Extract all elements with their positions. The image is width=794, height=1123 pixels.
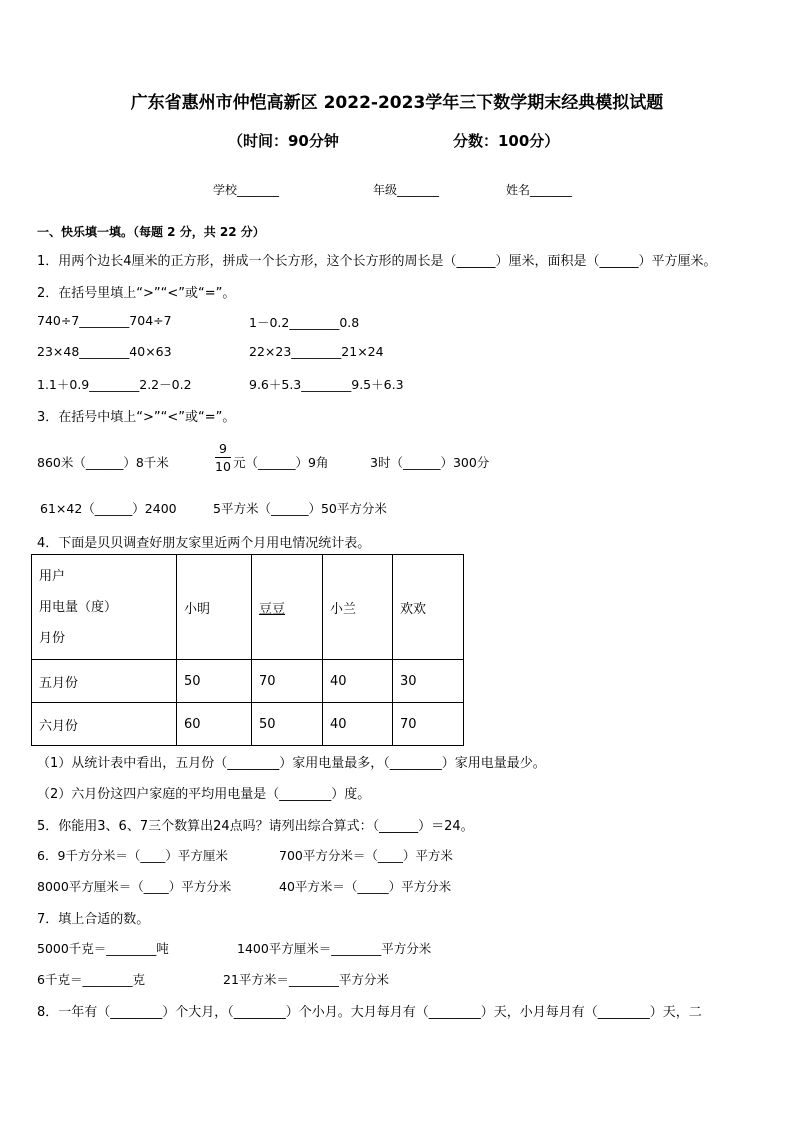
table-cell: 40 [323, 703, 393, 746]
score-info: 分数：100分） [453, 132, 560, 150]
conversion-item: 5000千克＝________吨 [37, 941, 169, 956]
fraction-numerator: 9 [219, 441, 227, 456]
page-title: 广东省惠州市仲恺高新区 2022-2023学年三下数学期末经典模拟试题 [130, 93, 664, 113]
question-4-sub-1: （1）从统计表中看出，五月份（________）家用电量最多，（________）家用电量最少。 [37, 756, 546, 771]
table-cell: 60 [177, 703, 252, 746]
compare-item: 22×23________21×24 [249, 344, 384, 359]
column-header: 小明 [177, 555, 252, 660]
question-1: 1．用两个边长4厘米的正方形，拼成一个长方形，这个长方形的周长是（______）厘米，面积是（______）平方厘米。 [37, 254, 717, 269]
compare-item: 5平方米（______）50平方分米 [213, 501, 387, 516]
compare-item: 860米（______）8千米 [37, 455, 169, 470]
table-cell: 70 [252, 660, 323, 703]
header-user-label: 用户 [39, 568, 66, 584]
compare-item: 9.6＋5.3________9.5＋6.3 [249, 377, 404, 392]
compare-item: 23×48________40×63 [37, 344, 172, 359]
section-heading: 一、快乐填一填。（每题 2 分，共 22 分） [37, 225, 265, 239]
header-month-label: 月份 [39, 630, 66, 646]
time-info: （时间：90分钟 [228, 132, 339, 150]
header-usage-label: 用电量（度） [39, 599, 118, 615]
grade-field: 年级_______ [373, 183, 440, 197]
compare-item: 61×42（______）2400 [40, 501, 177, 516]
compare-item: 3时（______）300分 [370, 455, 490, 470]
question-4-stem: 4．下面是贝贝调查好朋友家里近两个月用电情况统计表。 [37, 536, 371, 551]
row-label: 五月份 [32, 660, 177, 703]
table-cell: 70 [393, 703, 464, 746]
table-row [32, 660, 464, 703]
conversion-item: 21平方米＝________平方分米 [223, 972, 389, 987]
electricity-table [31, 554, 464, 746]
column-header: 豆豆 [252, 555, 323, 660]
diagonal-header-cell [32, 555, 177, 660]
fraction-nine-tenths [215, 441, 231, 474]
table-cell: 50 [252, 703, 323, 746]
conversion-item: 6千克＝________克 [37, 972, 145, 987]
conversion-item: 40平方米＝（_____）平方分米 [279, 879, 452, 894]
school-field: 学校_______ [213, 183, 280, 197]
question-8: 8．一年有（________）个大月，（________）个小月。大月每月有（________）天，小月每月有（________）天，二 [37, 1005, 702, 1020]
question-4-sub-2: （2）六月份这四户家庭的平均用电量是（________）度。 [37, 787, 371, 802]
question-3-stem: 3．在括号中填上“>”“<”或“=”。 [37, 410, 236, 425]
compare-item: 元（______）9角 [233, 455, 329, 470]
table-row [32, 703, 464, 746]
table-cell: 50 [177, 660, 252, 703]
name-field: 姓名_______ [506, 183, 573, 197]
compare-item: 740÷7________704÷7 [37, 313, 172, 328]
conversion-item: 1400平方厘米＝________平方分米 [237, 941, 432, 956]
question-5: 5．你能用3、6、7三个数算出24点吗？请列出综合算式：（______）＝24。 [37, 819, 474, 834]
column-header: 小兰 [323, 555, 393, 660]
conversion-item: 700平方分米＝（____）平方米 [279, 848, 453, 863]
table-cell: 40 [323, 660, 393, 703]
fraction-denominator: 10 [215, 459, 231, 474]
fraction-bar [215, 457, 231, 458]
compare-item: 1.1＋0.9________2.2－0.2 [37, 377, 192, 392]
compare-item: 1－0.2________0.8 [249, 315, 360, 330]
column-header: 欢欢 [393, 555, 464, 660]
question-7-stem: 7．填上合适的数。 [37, 912, 150, 927]
row-label: 六月份 [32, 703, 177, 746]
table-cell: 30 [393, 660, 464, 703]
conversion-item: 8000平方厘米＝（____）平方分米 [37, 879, 232, 894]
question-2-stem: 2．在括号里填上“>”“<”或“=”。 [37, 286, 236, 301]
table-header-row [32, 555, 464, 660]
conversion-item: 6．9千方分米＝（____）平方厘米 [37, 848, 228, 863]
